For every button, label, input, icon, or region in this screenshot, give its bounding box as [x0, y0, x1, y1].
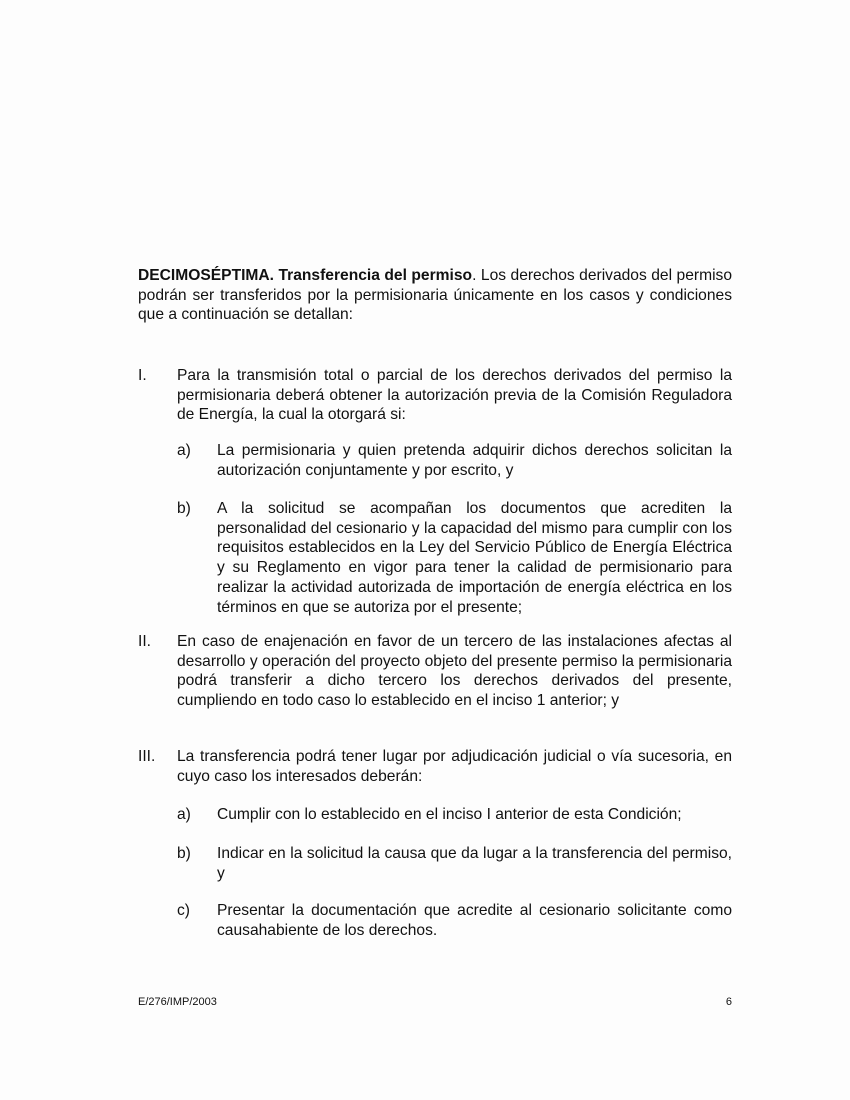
page-number: 6 [725, 996, 732, 1008]
subitem-marker: b) [177, 500, 191, 517]
subitem-text: Cumplir con lo establecido en el inciso I anterior de esta Condición; [217, 806, 682, 823]
subitem-text: Indicar en la solicitud la causa que da lugar a la transferencia del permiso, y [217, 845, 732, 882]
subitem-text: A la solicitud se acompañan los documentos que acrediten la personalidad del cesionario y la capacidad del mismo para cumplir con los requisitos establecidos en la Ley del Servicio Público de Energía Eléctrica y su Reglamento en vigor para tener la calidad de permisionario para realizar la actividad autorizada de importación de energía eléctrica en los términos en que se autoriza por el presente; [217, 500, 732, 616]
item-marker: III. [138, 748, 156, 765]
subitem-marker: a) [177, 806, 191, 823]
clause-heading: DECIMOSÉPTIMA. Transferencia del permiso [138, 267, 473, 284]
subitem-marker: a) [177, 442, 191, 459]
item-text: Para la transmisión total o parcial de los derechos derivados del permiso la permisionaria deberá obtener la autorización previa de la Comisión Reguladora de Energía, la cual la otorgará si: [177, 367, 732, 424]
item-marker: II. [138, 633, 151, 650]
item-marker: I. [138, 367, 147, 384]
clause-intro-text: . Los derechos derivados del permiso podrán ser transferidos por la permisionaria únicamente en los casos y condiciones que a continuación se detallan: [138, 267, 733, 324]
subitem-text: La permisionaria y quien pretenda adquirir dichos derechos solicitan la autorización conjuntamente y por escrito, y [217, 442, 732, 479]
document-code: E/276/IMP/2003 [138, 996, 217, 1008]
item-text: En caso de enajenación en favor de un tercero de las instalaciones afectas al desarrollo y operación del proyecto objeto del presente permiso la permisionaria podrá transferir a dicho tercero los derechos derivados del presente, cumpliendo en todo caso lo establecido en el inciso 1 anterior; y [177, 633, 732, 710]
clause-intro-paragraph [138, 266, 732, 325]
subitem-marker: b) [177, 845, 191, 862]
item-text: La transferencia podrá tener lugar por adjudicación judicial o vía sucesoria, en cuyo caso los interesados deberán: [177, 748, 732, 785]
subitem-marker: c) [177, 902, 190, 919]
subitem-text: Presentar la documentación que acredite al cesionario solicitante como causahabiente de los derechos. [217, 902, 732, 939]
